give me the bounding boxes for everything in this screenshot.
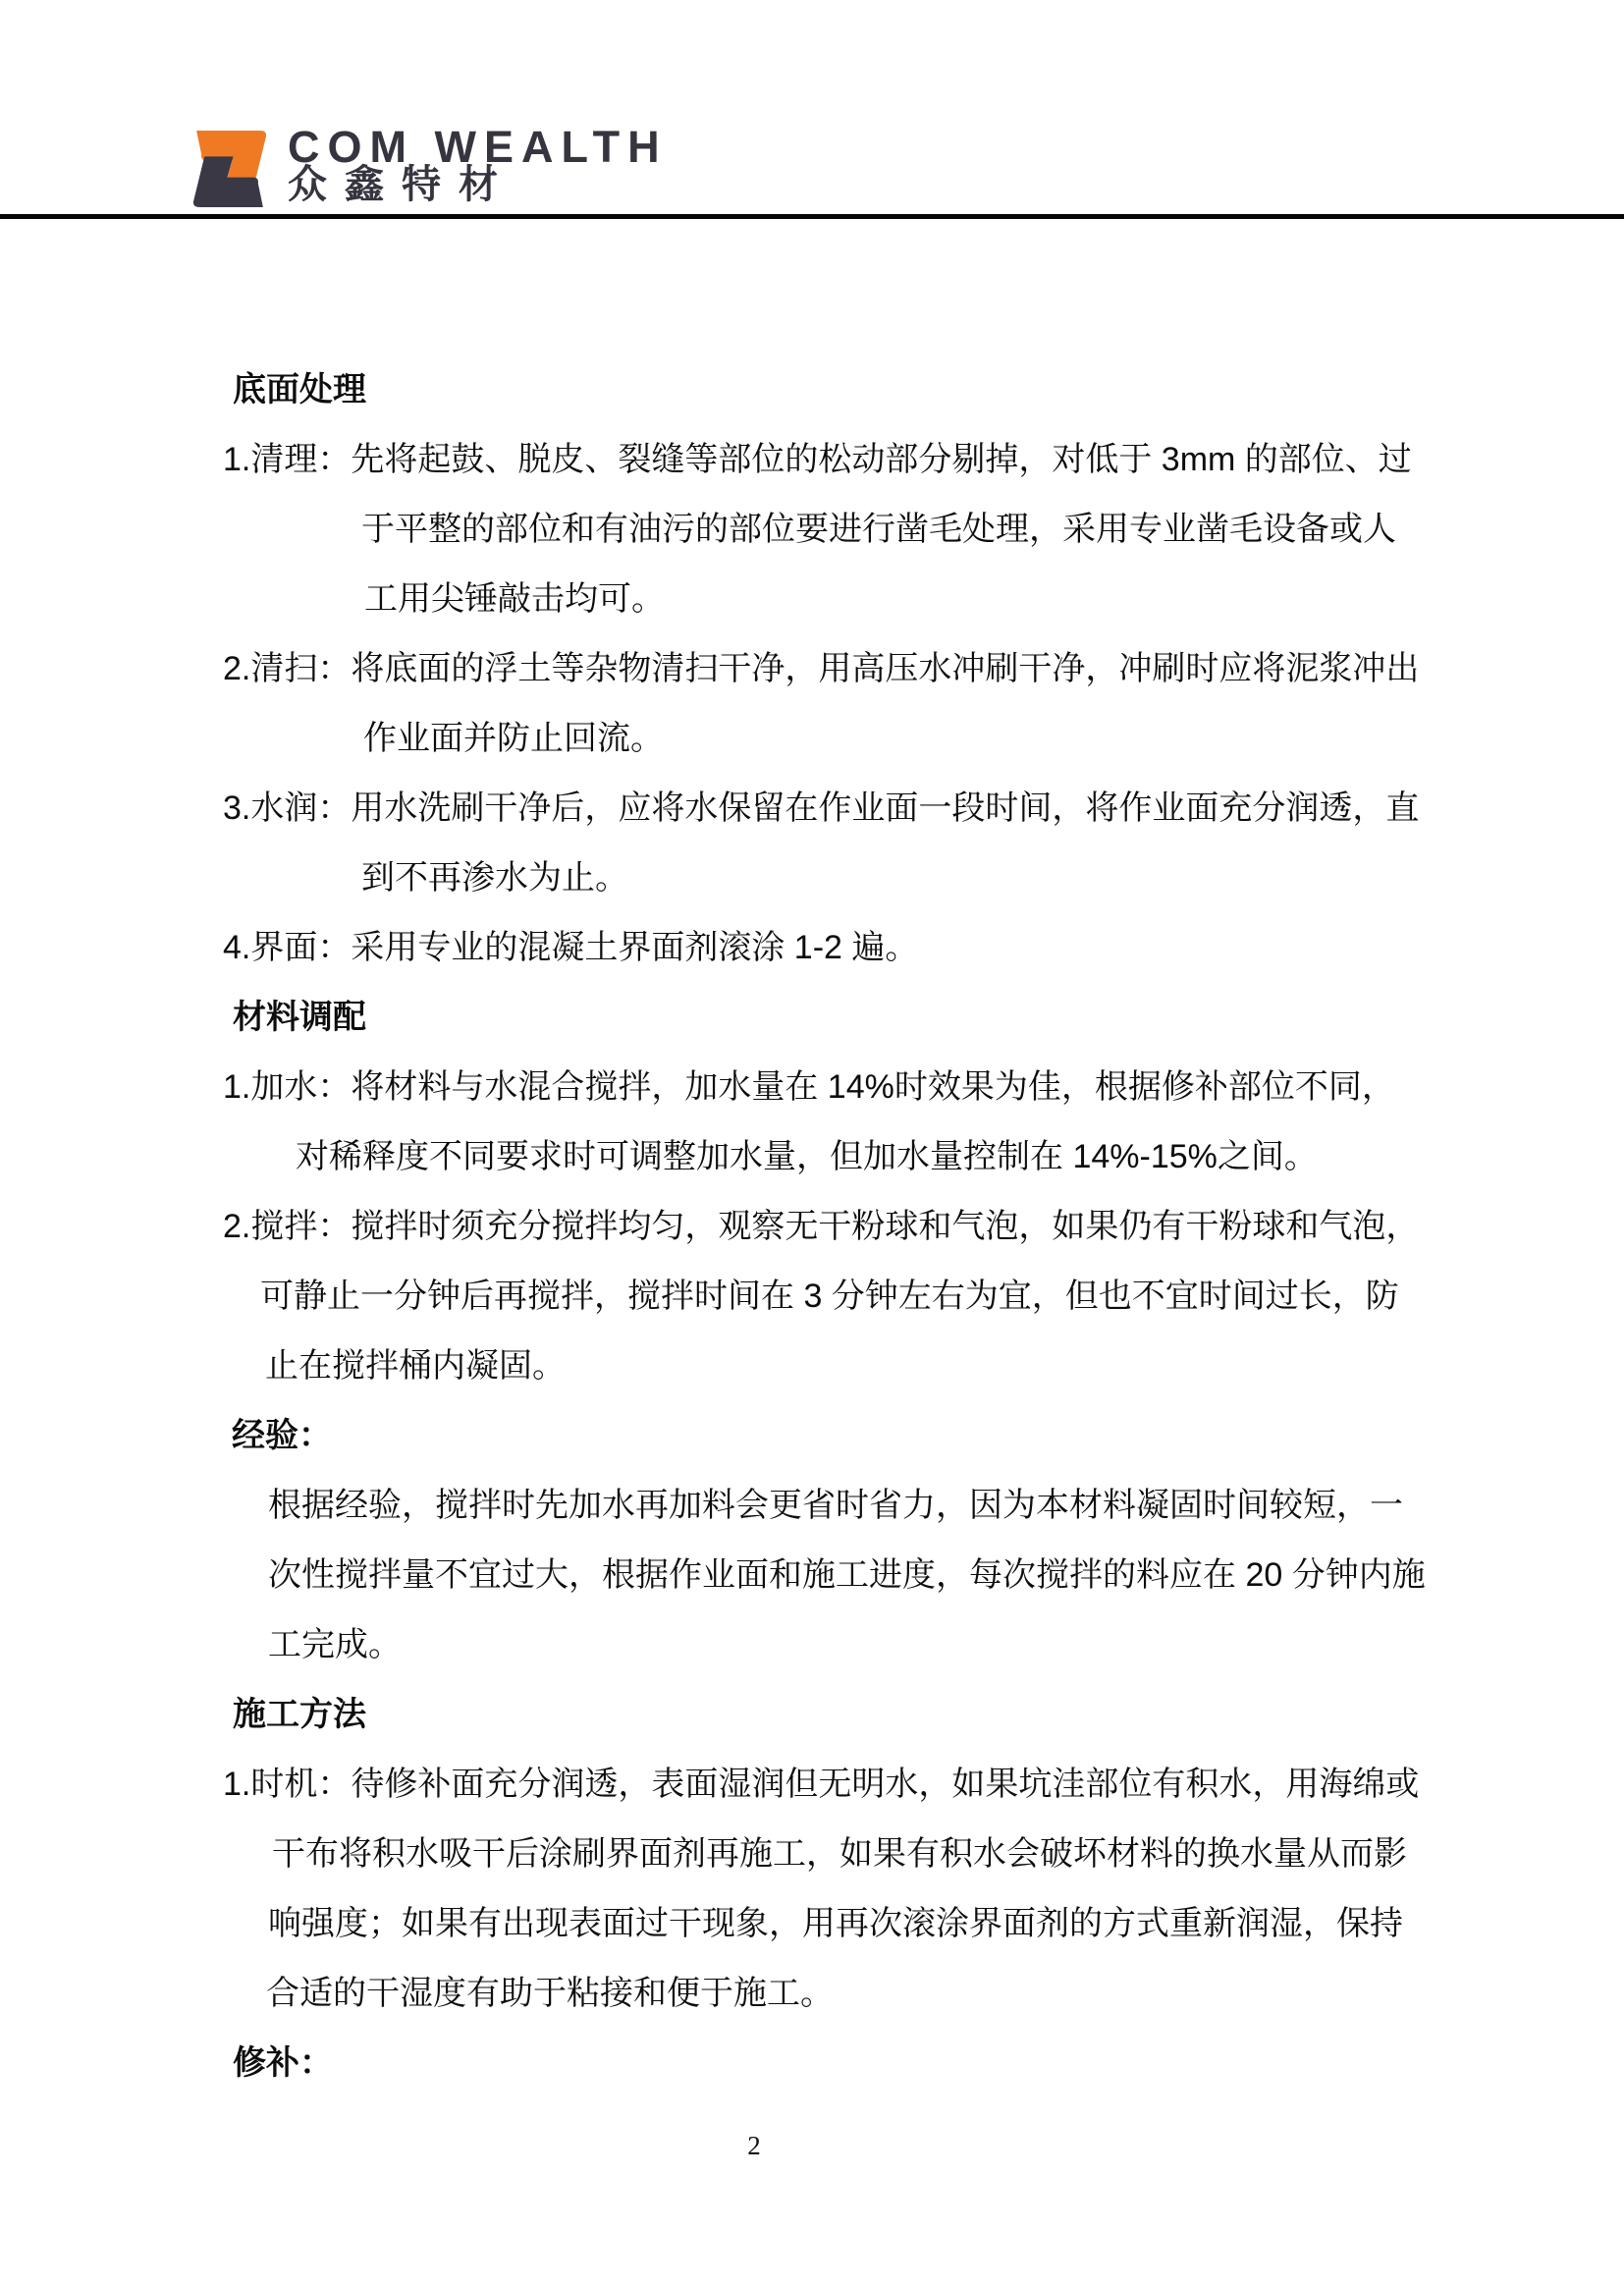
section-heading: 材料调配 xyxy=(233,999,366,1036)
text-line: 干布将积水吸干后涂刷界面剂再施工，如果有积水会破坏材料的换水量从而影 xyxy=(272,1835,1407,1873)
text-line: 到不再渗水为止。 xyxy=(361,859,628,897)
logo-text-chinese: 众鑫特材 xyxy=(288,163,515,206)
text-line: 2.搅拌：搅拌时须充分搅拌均匀，观察无干粉球和气泡，如果仍有干粉球和气泡， xyxy=(223,1208,1420,1245)
logo-text-english: COM WEALTH xyxy=(288,122,668,172)
section-heading: 修补： xyxy=(233,2044,333,2082)
text-line: 次性搅拌量不宜过大，根据作业面和施工进度，每次搅拌的料应在 20 分钟内施 xyxy=(268,1556,1426,1594)
document-body xyxy=(0,355,1624,2098)
text-line: 4.界面：采用专业的混凝土界面剂滚涂 1-2 遍。 xyxy=(223,929,919,966)
text-line: 对稀释度不同要求时可调整加水量，但加水量控制在 14%-15%之间。 xyxy=(296,1138,1318,1175)
text-line: 止在搅拌桶内凝固。 xyxy=(265,1347,566,1385)
page-number: 2 xyxy=(747,2131,761,2160)
text-line: 3.水润：用水洗刷干净后，应将水保留在作业面一段时间，将作业面充分润透，直 xyxy=(223,789,1420,827)
section-heading: 经验： xyxy=(232,1417,332,1454)
text-line: 根据经验，搅拌时先加水再加料会更省时省力，因为本材料凝固时间较短，一 xyxy=(268,1487,1403,1524)
text-line: 合适的干湿度有助于粘接和便于施工。 xyxy=(266,1975,834,2012)
logo-mark-icon xyxy=(187,130,273,208)
text-line: 1.加水：将材料与水混合搅拌，加水量在 14%时效果为佳，根据修补部位不同， xyxy=(223,1068,1395,1106)
section-heading: 底面处理 xyxy=(233,371,366,408)
text-line: 2.清扫：将底面的浮土等杂物清扫干净，用高压水冲刷干净，冲刷时应将泥浆冲出 xyxy=(223,650,1420,687)
text-line: 工完成。 xyxy=(268,1626,402,1663)
text-line: 可静止一分钟后再搅拌，搅拌时间在 3 分钟左右为宜，但也不宜时间过长，防 xyxy=(260,1278,1399,1315)
text-line: 1.清理：先将起鼓、脱皮、裂缝等部位的松动部分剔掉，对低于 3mm 的部位、过 xyxy=(223,441,1412,478)
text-line: 响强度；如果有出现表面过干现象，用再次滚涂界面剂的方式重新润湿，保持 xyxy=(268,1905,1403,1942)
section-heading: 施工方法 xyxy=(233,1696,366,1733)
text-line: 1.时机：待修补面充分润透，表面湿润但无明水，如果坑洼部位有积水，用海绵或 xyxy=(223,1766,1420,1803)
header-divider xyxy=(0,214,1624,219)
text-line: 作业面并防止回流。 xyxy=(363,720,664,757)
text-line: 于平整的部位和有油污的部位要进行凿毛处理，采用专业凿毛设备或人 xyxy=(361,511,1396,548)
text-line: 工用尖锤敲击均可。 xyxy=(364,580,665,618)
